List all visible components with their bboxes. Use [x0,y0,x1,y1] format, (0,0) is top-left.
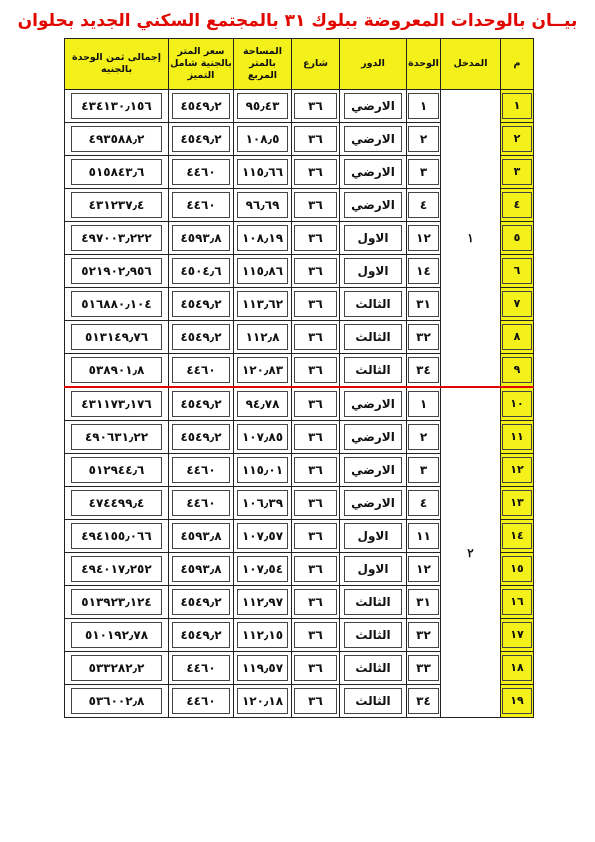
row-number: ١١ [502,424,532,450]
floor-cell [340,387,407,421]
row-number-cell [501,156,534,189]
unit-number-cell [407,520,441,553]
total-price-cell [65,387,169,421]
total-price: ٥١٥٨٤٣٫٦ [71,159,162,185]
unit-number: ١ [408,391,438,417]
row-number: ٦ [502,258,532,284]
entrance-number: ١ [441,90,501,388]
page-title: بيــان بالوحدات المعروضة ببلوك ٣١ بالمجتمع السكني الجديد بحلوان [17,11,578,31]
price-per-meter: ٤٥٤٩٫٢ [172,391,229,417]
row-number: ١٣ [502,490,532,516]
area: ١١٢٫١٥ [237,622,288,648]
row-number-cell [501,454,534,487]
street-cell [292,652,340,685]
header-floor: الدور [340,39,407,90]
unit-number-cell [407,685,441,718]
street-cell [292,553,340,586]
floor-cell [340,586,407,619]
unit-number-cell [407,387,441,421]
total-price-cell [65,553,169,586]
unit-number-cell [407,90,441,123]
total-price-cell [65,354,169,388]
total-price-cell [65,586,169,619]
street-cell [292,255,340,288]
area: ١١٣٫٦٢ [237,291,288,317]
unit-number: ١٤ [408,258,438,284]
header-m: م [501,39,534,90]
floor: الارضي [344,424,403,450]
street: ٣٦ [294,391,336,417]
price-per-meter-cell [169,421,234,454]
area: ١١٥٫٠١ [237,457,288,483]
floor-cell [340,354,407,388]
street-cell [292,189,340,222]
floor: الاول [344,258,403,284]
row-number-cell [501,685,534,718]
unit-number: ٣٤ [408,688,438,714]
total-price-cell [65,90,169,123]
area: ١١٩٫٥٧ [237,655,288,681]
unit-number-cell [407,123,441,156]
unit-number: ٣١ [408,291,438,317]
area: ١٠٨٫٥ [237,126,288,152]
floor-cell [340,421,407,454]
header-entrance: المدخل [441,39,501,90]
row-number-cell [501,222,534,255]
street: ٣٦ [294,655,336,681]
area-cell [234,255,292,288]
total-price-cell [65,222,169,255]
unit-number-cell [407,255,441,288]
row-number: ١٧ [502,622,532,648]
street-cell [292,454,340,487]
area: ٩٥٫٤٣ [237,93,288,119]
street-cell [292,321,340,354]
unit-number-cell [407,354,441,388]
total-price-cell [65,123,169,156]
street-cell [292,123,340,156]
price-per-meter: ٤٤٦٠ [172,192,229,218]
row-number-cell [501,123,534,156]
area: ١٠٧٫٥٧ [237,523,288,549]
street: ٣٦ [294,159,336,185]
street: ٣٦ [294,523,336,549]
floor-cell [340,90,407,123]
area-cell [234,387,292,421]
price-per-meter-cell [169,487,234,520]
floor: الثالث [344,324,403,350]
street: ٣٦ [294,357,336,383]
floor: الثالث [344,622,403,648]
total-price-cell [65,189,169,222]
area: ١٠٧٫٨٥ [237,424,288,450]
street: ٣٦ [294,225,336,251]
street: ٣٦ [294,192,336,218]
floor-cell [340,454,407,487]
table-row [65,90,534,123]
row-number: ٧ [502,291,532,317]
street-cell [292,520,340,553]
price-per-meter-cell [169,685,234,718]
price-per-meter-cell [169,189,234,222]
street: ٣٦ [294,490,336,516]
unit-number: ٣٣ [408,655,438,681]
street-cell [292,387,340,421]
total-price: ٥١٣١٤٩٫٧٦ [71,324,162,350]
area: ٩٦٫٦٩ [237,192,288,218]
street: ٣٦ [294,291,336,317]
street: ٣٦ [294,457,336,483]
floor: الثالث [344,589,403,615]
unit-number-cell [407,652,441,685]
floor-cell [340,156,407,189]
row-number-cell [501,90,534,123]
street-cell [292,90,340,123]
price-per-meter: ٤٥٤٩٫٢ [172,324,229,350]
price-per-meter: ٤٤٦٠ [172,457,229,483]
street: ٣٦ [294,324,336,350]
area: ١١٥٫٨٦ [237,258,288,284]
area: ١٢٠٫٨٣ [237,357,288,383]
floor: الاول [344,556,403,582]
price-per-meter-cell [169,520,234,553]
floor: الارضي [344,490,403,516]
area-cell [234,288,292,321]
floor: الارضي [344,192,403,218]
total-price: ٥١٦٨٨٠٫١٠٤ [71,291,162,317]
floor: الارضي [344,391,403,417]
header-street: شارع [292,39,340,90]
total-price-cell [65,619,169,652]
street: ٣٦ [294,258,336,284]
row-number-cell [501,553,534,586]
price-per-meter-cell [169,255,234,288]
price-per-meter-cell [169,652,234,685]
total-price: ٤٣٤١٣٠٫١٥٦ [71,93,162,119]
price-per-meter-cell [169,156,234,189]
unit-number: ٣٢ [408,622,438,648]
area-cell [234,553,292,586]
floor-cell [340,652,407,685]
price-per-meter: ٤٥٩٣٫٨ [172,225,229,251]
row-number: ٣ [502,159,532,185]
unit-number: ٣٢ [408,324,438,350]
row-number: ٥ [502,225,532,251]
floor: الثالث [344,291,403,317]
total-price-cell [65,156,169,189]
row-number: ٤ [502,192,532,218]
floor-cell [340,288,407,321]
price-per-meter-cell [169,454,234,487]
total-price: ٥١٣٩٢٣٫١٢٤ [71,589,162,615]
floor: الثالث [344,655,403,681]
floor: الثالث [344,688,403,714]
total-price: ٥١٢٩٤٤٫٦ [71,457,162,483]
floor-cell [340,520,407,553]
street-cell [292,222,340,255]
total-price: ٥٢١٩٠٢٫٩٥٦ [71,258,162,284]
unit-number-cell [407,553,441,586]
area-cell [234,354,292,388]
total-price: ٤٩٧٠٠٣٫٢٢٢ [71,225,162,251]
row-number-cell [501,487,534,520]
street: ٣٦ [294,556,336,582]
street-cell [292,156,340,189]
price-per-meter: ٤٥٤٩٫٢ [172,589,229,615]
unit-number: ١٢ [408,225,438,251]
area: ١١٢٫٨ [237,324,288,350]
row-number-cell [501,321,534,354]
area-cell [234,123,292,156]
floor-cell [340,619,407,652]
total-price: ٥١٠١٩٢٫٧٨ [71,622,162,648]
total-price-cell [65,321,169,354]
street: ٣٦ [294,688,336,714]
unit-number-cell [407,421,441,454]
price-per-meter: ٤٥٤٩٫٢ [172,291,229,317]
area: ١٢٠٫١٨ [237,688,288,714]
street-cell [292,619,340,652]
unit-number: ٢ [408,126,438,152]
street-cell [292,288,340,321]
price-per-meter-cell [169,123,234,156]
street: ٣٦ [294,93,336,119]
unit-number: ١ [408,93,438,119]
unit-number-cell [407,288,441,321]
unit-number: ١١ [408,523,438,549]
row-number: ١ [502,93,532,119]
total-price-cell [65,288,169,321]
price-per-meter: ٤٥٠٤٫٦ [172,258,229,284]
price-per-meter-cell [169,288,234,321]
header-total-price: إجمالى ثمن الوحدة بالجنيه [65,39,169,90]
price-per-meter-cell [169,553,234,586]
floor: الاول [344,523,403,549]
unit-number-cell [407,487,441,520]
unit-number: ٣١ [408,589,438,615]
row-number: ٩ [502,357,532,383]
area-cell [234,586,292,619]
area-cell [234,421,292,454]
street-cell [292,487,340,520]
price-per-meter: ٤٥٤٩٫٢ [172,126,229,152]
area: ١٠٧٫٥٤ [237,556,288,582]
row-number: ١٠ [502,391,532,417]
row-number: ٢ [502,126,532,152]
area: ١١٥٫٦٦ [237,159,288,185]
price-per-meter: ٤٥٤٩٫٢ [172,93,229,119]
unit-number-cell [407,454,441,487]
floor-cell [340,321,407,354]
street: ٣٦ [294,126,336,152]
row-number-cell [501,421,534,454]
table-header-row [65,39,534,90]
row-number-cell [501,288,534,321]
total-price-cell [65,652,169,685]
street: ٣٦ [294,622,336,648]
unit-number-cell [407,189,441,222]
row-number-cell [501,354,534,388]
floor-cell [340,189,407,222]
area-cell [234,222,292,255]
area: ١١٢٫٩٧ [237,589,288,615]
floor: الارضي [344,457,403,483]
area-cell [234,454,292,487]
header-unit: الوحدة [407,39,441,90]
unit-number-cell [407,619,441,652]
total-price-cell [65,255,169,288]
price-per-meter-cell [169,90,234,123]
price-per-meter-cell [169,222,234,255]
header-area: المساحة بالمتر المربع [234,39,292,90]
row-number-cell [501,189,534,222]
unit-number-cell [407,222,441,255]
price-per-meter-cell [169,586,234,619]
total-price-cell [65,685,169,718]
area-cell [234,487,292,520]
table-row [65,387,534,421]
units-table [64,38,534,718]
row-number-cell [501,652,534,685]
total-price: ٤٣١٢٣٧٫٤ [71,192,162,218]
row-number: ١٦ [502,589,532,615]
total-price: ٤٩٤٠١٧٫٢٥٢ [71,556,162,582]
floor: الاول [344,225,403,251]
total-price: ٥٣٣٢٨٢٫٢ [71,655,162,681]
price-per-meter-cell [169,321,234,354]
price-per-meter-cell [169,354,234,388]
unit-number-cell [407,156,441,189]
street-cell [292,354,340,388]
price-per-meter: ٤٥٤٩٫٢ [172,424,229,450]
row-number-cell [501,619,534,652]
total-price-cell [65,487,169,520]
area-cell [234,685,292,718]
area-cell [234,90,292,123]
total-price: ٥٣٦٠٠٢٫٨ [71,688,162,714]
row-number-cell [501,520,534,553]
row-number-cell [501,586,534,619]
row-number: ١٤ [502,523,532,549]
area-cell [234,619,292,652]
area-cell [234,156,292,189]
total-price: ٤٩٠٦٣١٫٢٢ [71,424,162,450]
floor: الارضي [344,126,403,152]
total-price-cell [65,520,169,553]
entrance-number: ٢ [441,387,501,718]
row-number-cell [501,387,534,421]
price-per-meter: ٤٤٦٠ [172,688,229,714]
unit-number: ٤ [408,490,438,516]
total-price: ٤٩٣٥٨٨٫٢ [71,126,162,152]
area-cell [234,321,292,354]
unit-number: ٢ [408,424,438,450]
area: ١٠٨٫١٩ [237,225,288,251]
price-per-meter: ٤٥٤٩٫٢ [172,622,229,648]
street-cell [292,421,340,454]
floor-cell [340,222,407,255]
floor-cell [340,123,407,156]
price-per-meter: ٤٥٩٣٫٨ [172,523,229,549]
street-cell [292,685,340,718]
row-number: ٨ [502,324,532,350]
price-per-meter-cell [169,387,234,421]
area: ١٠٦٫٣٩ [237,490,288,516]
unit-number: ٣ [408,159,438,185]
unit-number: ٤ [408,192,438,218]
floor-cell [340,255,407,288]
floor-cell [340,553,407,586]
price-per-meter: ٤٥٩٣٫٨ [172,556,229,582]
price-per-meter: ٤٤٦٠ [172,490,229,516]
price-per-meter: ٤٤٦٠ [172,357,229,383]
row-number: ١٨ [502,655,532,681]
row-number-cell [501,255,534,288]
row-number: ١٥ [502,556,532,582]
price-per-meter-cell [169,619,234,652]
total-price-cell [65,421,169,454]
unit-number-cell [407,586,441,619]
unit-number: ٣ [408,457,438,483]
row-number: ١٢ [502,457,532,483]
header-price-per-meter: سعر المتر بالجنية شامل التميز [169,39,234,90]
price-per-meter: ٤٤٦٠ [172,655,229,681]
street: ٣٦ [294,424,336,450]
street-cell [292,586,340,619]
table-body [65,90,534,718]
total-price: ٤٣١١٧٣٫١٧٦ [71,391,162,417]
total-price: ٤٧٤٤٩٩٫٤ [71,490,162,516]
area-cell [234,520,292,553]
area: ٩٤٫٧٨ [237,391,288,417]
row-number: ١٩ [502,688,532,714]
street: ٣٦ [294,589,336,615]
unit-number: ١٢ [408,556,438,582]
floor-cell [340,487,407,520]
floor-cell [340,685,407,718]
total-price: ٥٣٨٩٠١٫٨ [71,357,162,383]
total-price-cell [65,454,169,487]
floor: الارضي [344,159,403,185]
floor: الارضي [344,93,403,119]
unit-number: ٣٤ [408,357,438,383]
area-cell [234,652,292,685]
price-per-meter: ٤٤٦٠ [172,159,229,185]
total-price: ٤٩٤١٥٥٫٠٦٦ [71,523,162,549]
area-cell [234,189,292,222]
floor: الثالث [344,357,403,383]
unit-number-cell [407,321,441,354]
